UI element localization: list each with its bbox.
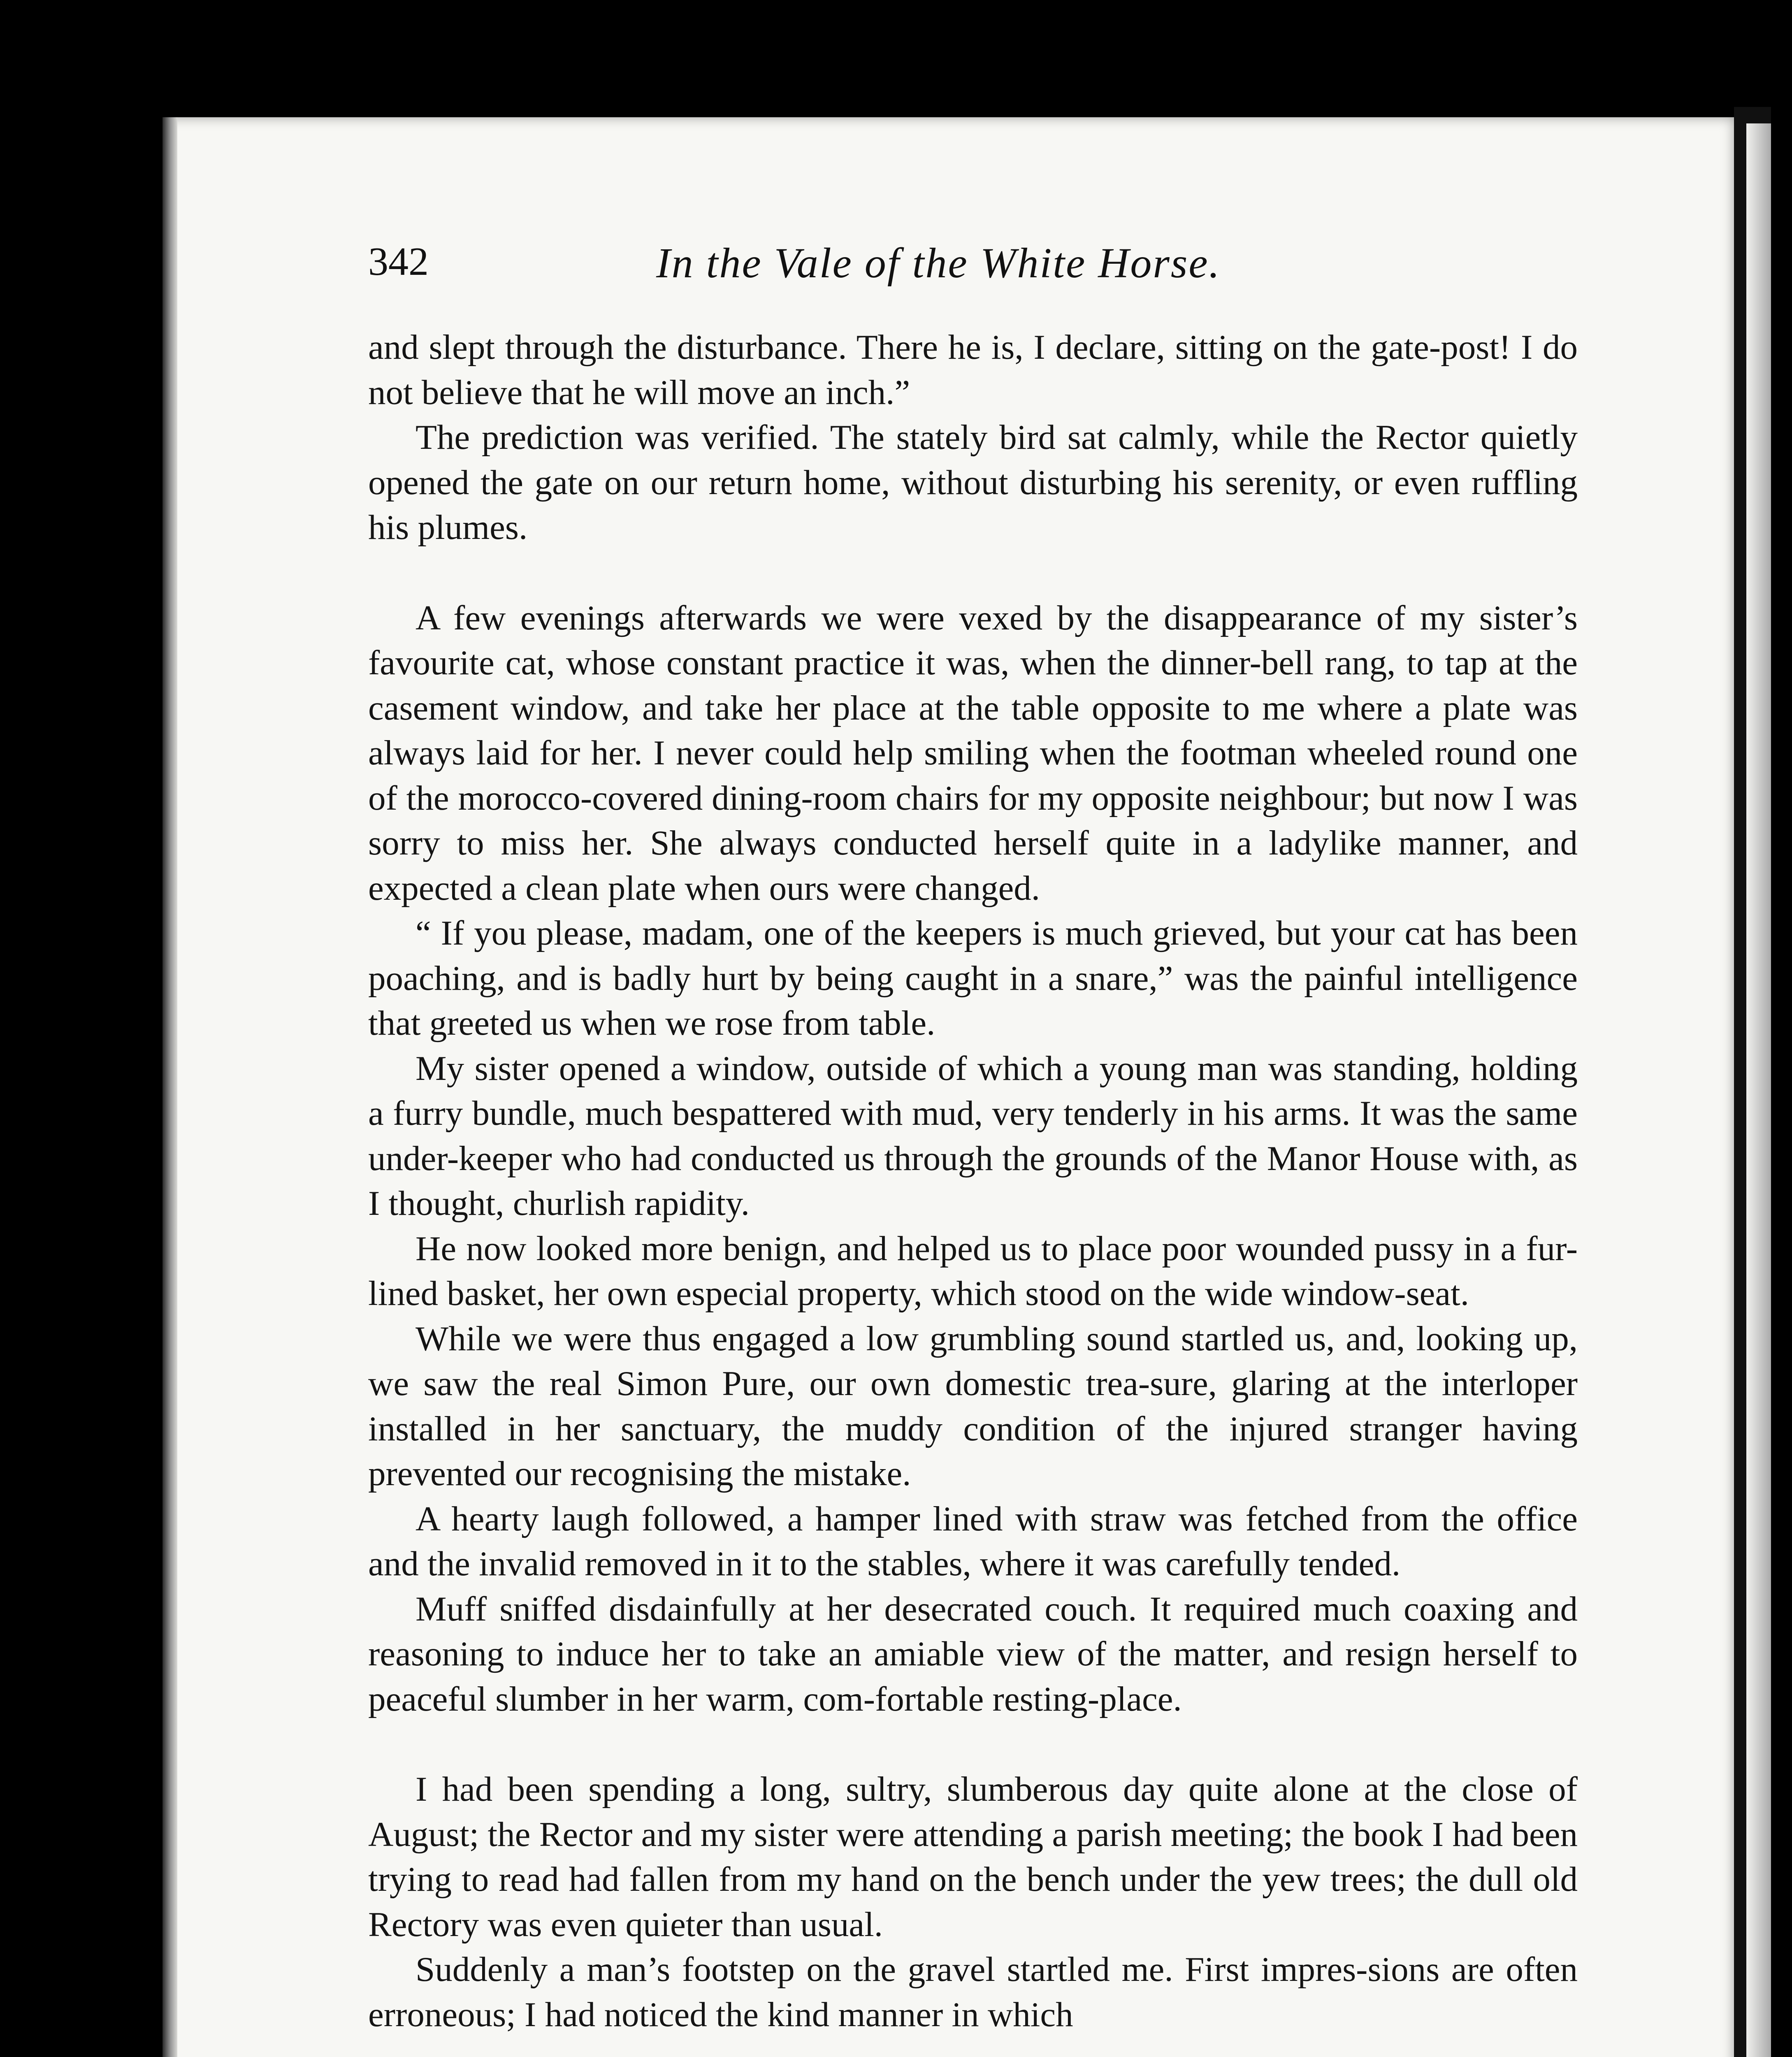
paragraph: A few evenings afterwards we were vexed by the disappearance of my sister’s favourite cat, whose constant practice it was, when the dinner-bell rang, to tap at the casement window, and take her place at the table opposite to me where a plate was always laid for her. I never could help smiling when the footman wheeled round one of the morocco-covered dining-room chairs for my opposite neighbour; but now I was sorry to miss her. She always conducted herself quite in a ladylike manner, and expected a clean plate when ours were changed. xyxy=(368,598,1578,908)
paragraph: I had been spending a long, sultry, slumberous day quite alone at the close of August; the Rector and my sister were attending a parish meeting; the book I had been trying to read had fallen from my hand on the bench under the yew trees; the dull old Rectory was even quieter than usual. xyxy=(368,1770,1578,1944)
paragraph: and slept through the disturbance. There he is, I declare, sitting on the gate-post! I do not believe that he will move an inch.” xyxy=(368,328,1578,412)
paragraph: My sister opened a window, outside of which a young man was standing, holding a furry bundle, much bespattered with mud, very tenderly in his arms. It was the same under-keeper who had conducted us through the grounds of the Manor House with, as I thought, churlish rapidity. xyxy=(368,1049,1578,1223)
paragraph: The prediction was verified. The stately bird sat calmly, while the Rector quietly opened the gate on our return home, without disturbing his serenity, or even ruffling his plumes. xyxy=(368,418,1578,547)
paragraph: “ If you please, madam, one of the keepers is much grieved, but your cat has been poaching, and is badly hurt by being caught in a snare,” was the painful intelligence that greeted us when we rose from table. xyxy=(368,914,1578,1042)
page-number: 342 xyxy=(368,239,429,284)
paragraph: Muff sniffed disdainfully at her desecrated couch. It required much coaxing and reasoning to induce her to take an amiable view of the matter, and resign herself to peaceful slumber in her warm, com-fortable resting-place. xyxy=(368,1589,1578,1718)
paragraph: While we were thus engaged a low grumbling sound startled us, and, looking up, we saw the real Simon Pure, our own domestic trea-sure, glaring at the interloper installed in her sanctuary, the muddy condition of the injured stranger having prevented our recognising the mistake. xyxy=(368,1319,1578,1493)
paragraph: Suddenly a man’s footstep on the gravel startled me. First impres-sions are often erroneous; I had noticed the kind manner in which xyxy=(368,1950,1578,2034)
running-header xyxy=(368,230,1578,292)
running-title: In the Vale of the White Horse. xyxy=(656,239,1221,287)
facing-page-sliver xyxy=(1746,123,1771,2057)
paragraph: A hearty laugh followed, a hamper lined with straw was fetched from the office and the invalid removed in it to the stables, where it was carefully tended. xyxy=(368,1499,1578,1583)
body-text xyxy=(368,325,1578,2037)
page-gutter-shadow xyxy=(162,117,177,2057)
paragraph: He now looked more benign, and helped us to place poor wounded pussy in a fur-lined basket, her own especial property, which stood on the wide window-seat. xyxy=(368,1229,1578,1313)
